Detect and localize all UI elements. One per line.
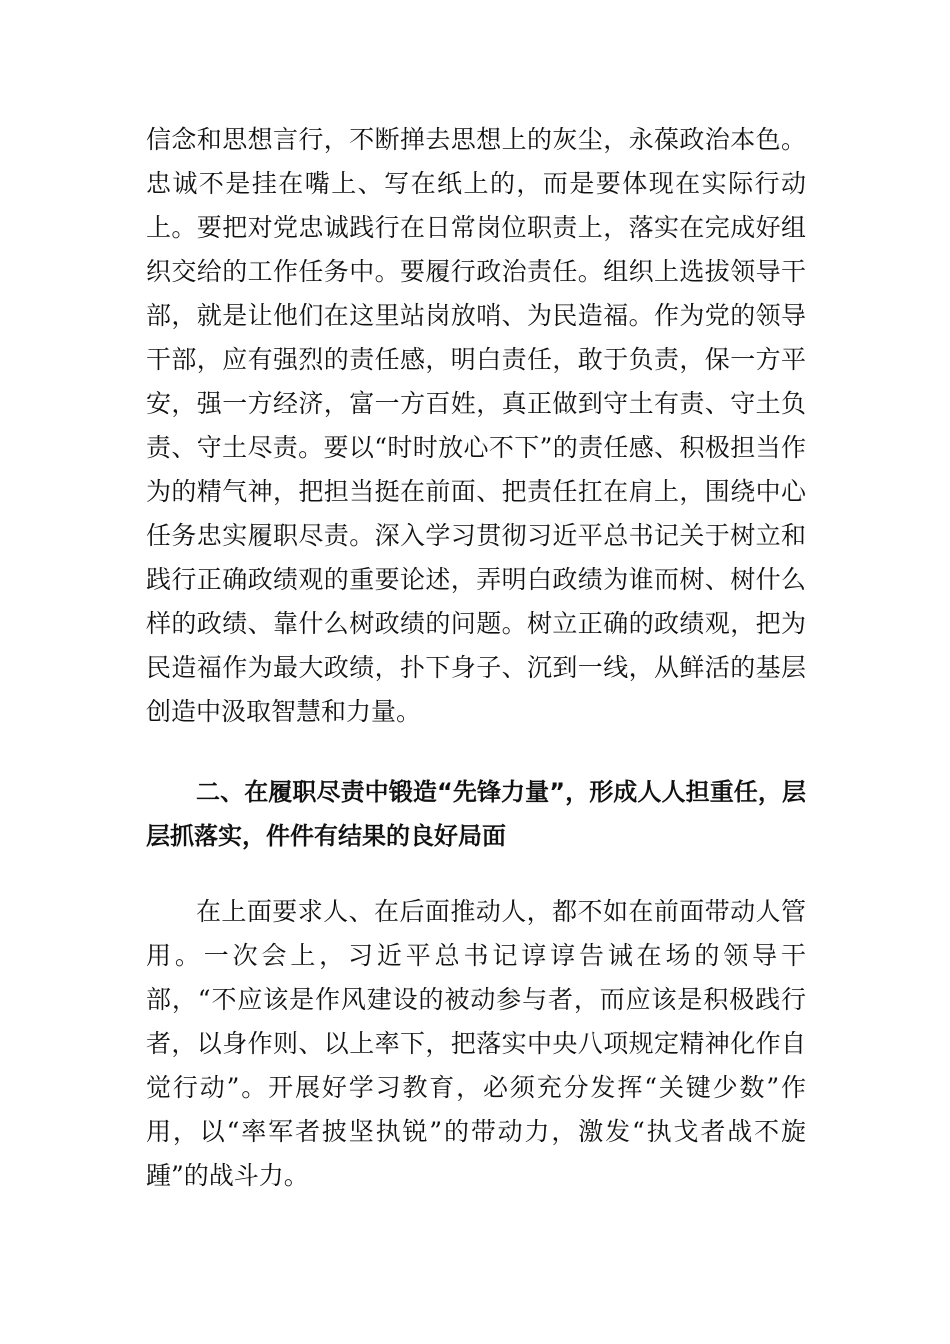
body-paragraph-1: 信念和思想言行，不断掸去思想上的灰尘，永葆政治本色。忠诚不是挂在嘴上、写在纸上的，而是要体现在实际行动上。要把对党忠诚践行在日常岗位职责上，落实在完成好组织交给的工作任务中。要履行政治责任。组织上选拔领导干部，就是让他们在这里站岗放哨、为民造福。作为党的领导干部，应有强烈的责任感，明白责任，敢于负责，保一方平安，强一方经济，富一方百姓，真正做到守土有责、守土负责、守土尽责。要以“时时放心不下”的责任感、积极担当作为的精气神，把担当挺在前面、把责任扛在肩上，围绕中心任务忠实履职尽责。深入学习贯彻习近平总书记关于树立和践行正确政绩观的重要论述，弄明白政绩为谁而树、树什么样的政绩、靠什么树政绩的问题。树立正确的政绩观，把为民造福作为最大政绩，扑下身子、沉到一线，从鲜活的基层创造中汲取智慧和力量。: [146, 125, 806, 726]
section-heading-2: 二、在履职尽责中锻造“先锋力量”，形成人人担重任，层层抓落实，件件有结果的良好局面: [146, 778, 806, 850]
body-paragraph-2: 在上面要求人、在后面推动人，都不如在前面带动人管用。一次会上，习近平总书记谆谆告诫在场的领导干部，“不应该是作风建设的被动参与者，而应该是积极践行者，以身作则、以上率下，把落实中央八项规定精神化作自觉行动”。开展好学习教育，必须充分发挥“关键少数”作用，以“率军者披坚执锐”的带动力，激发“执戈者战不旋踵”的战斗力。: [146, 897, 806, 1190]
document-body: [146, 118, 806, 1190]
